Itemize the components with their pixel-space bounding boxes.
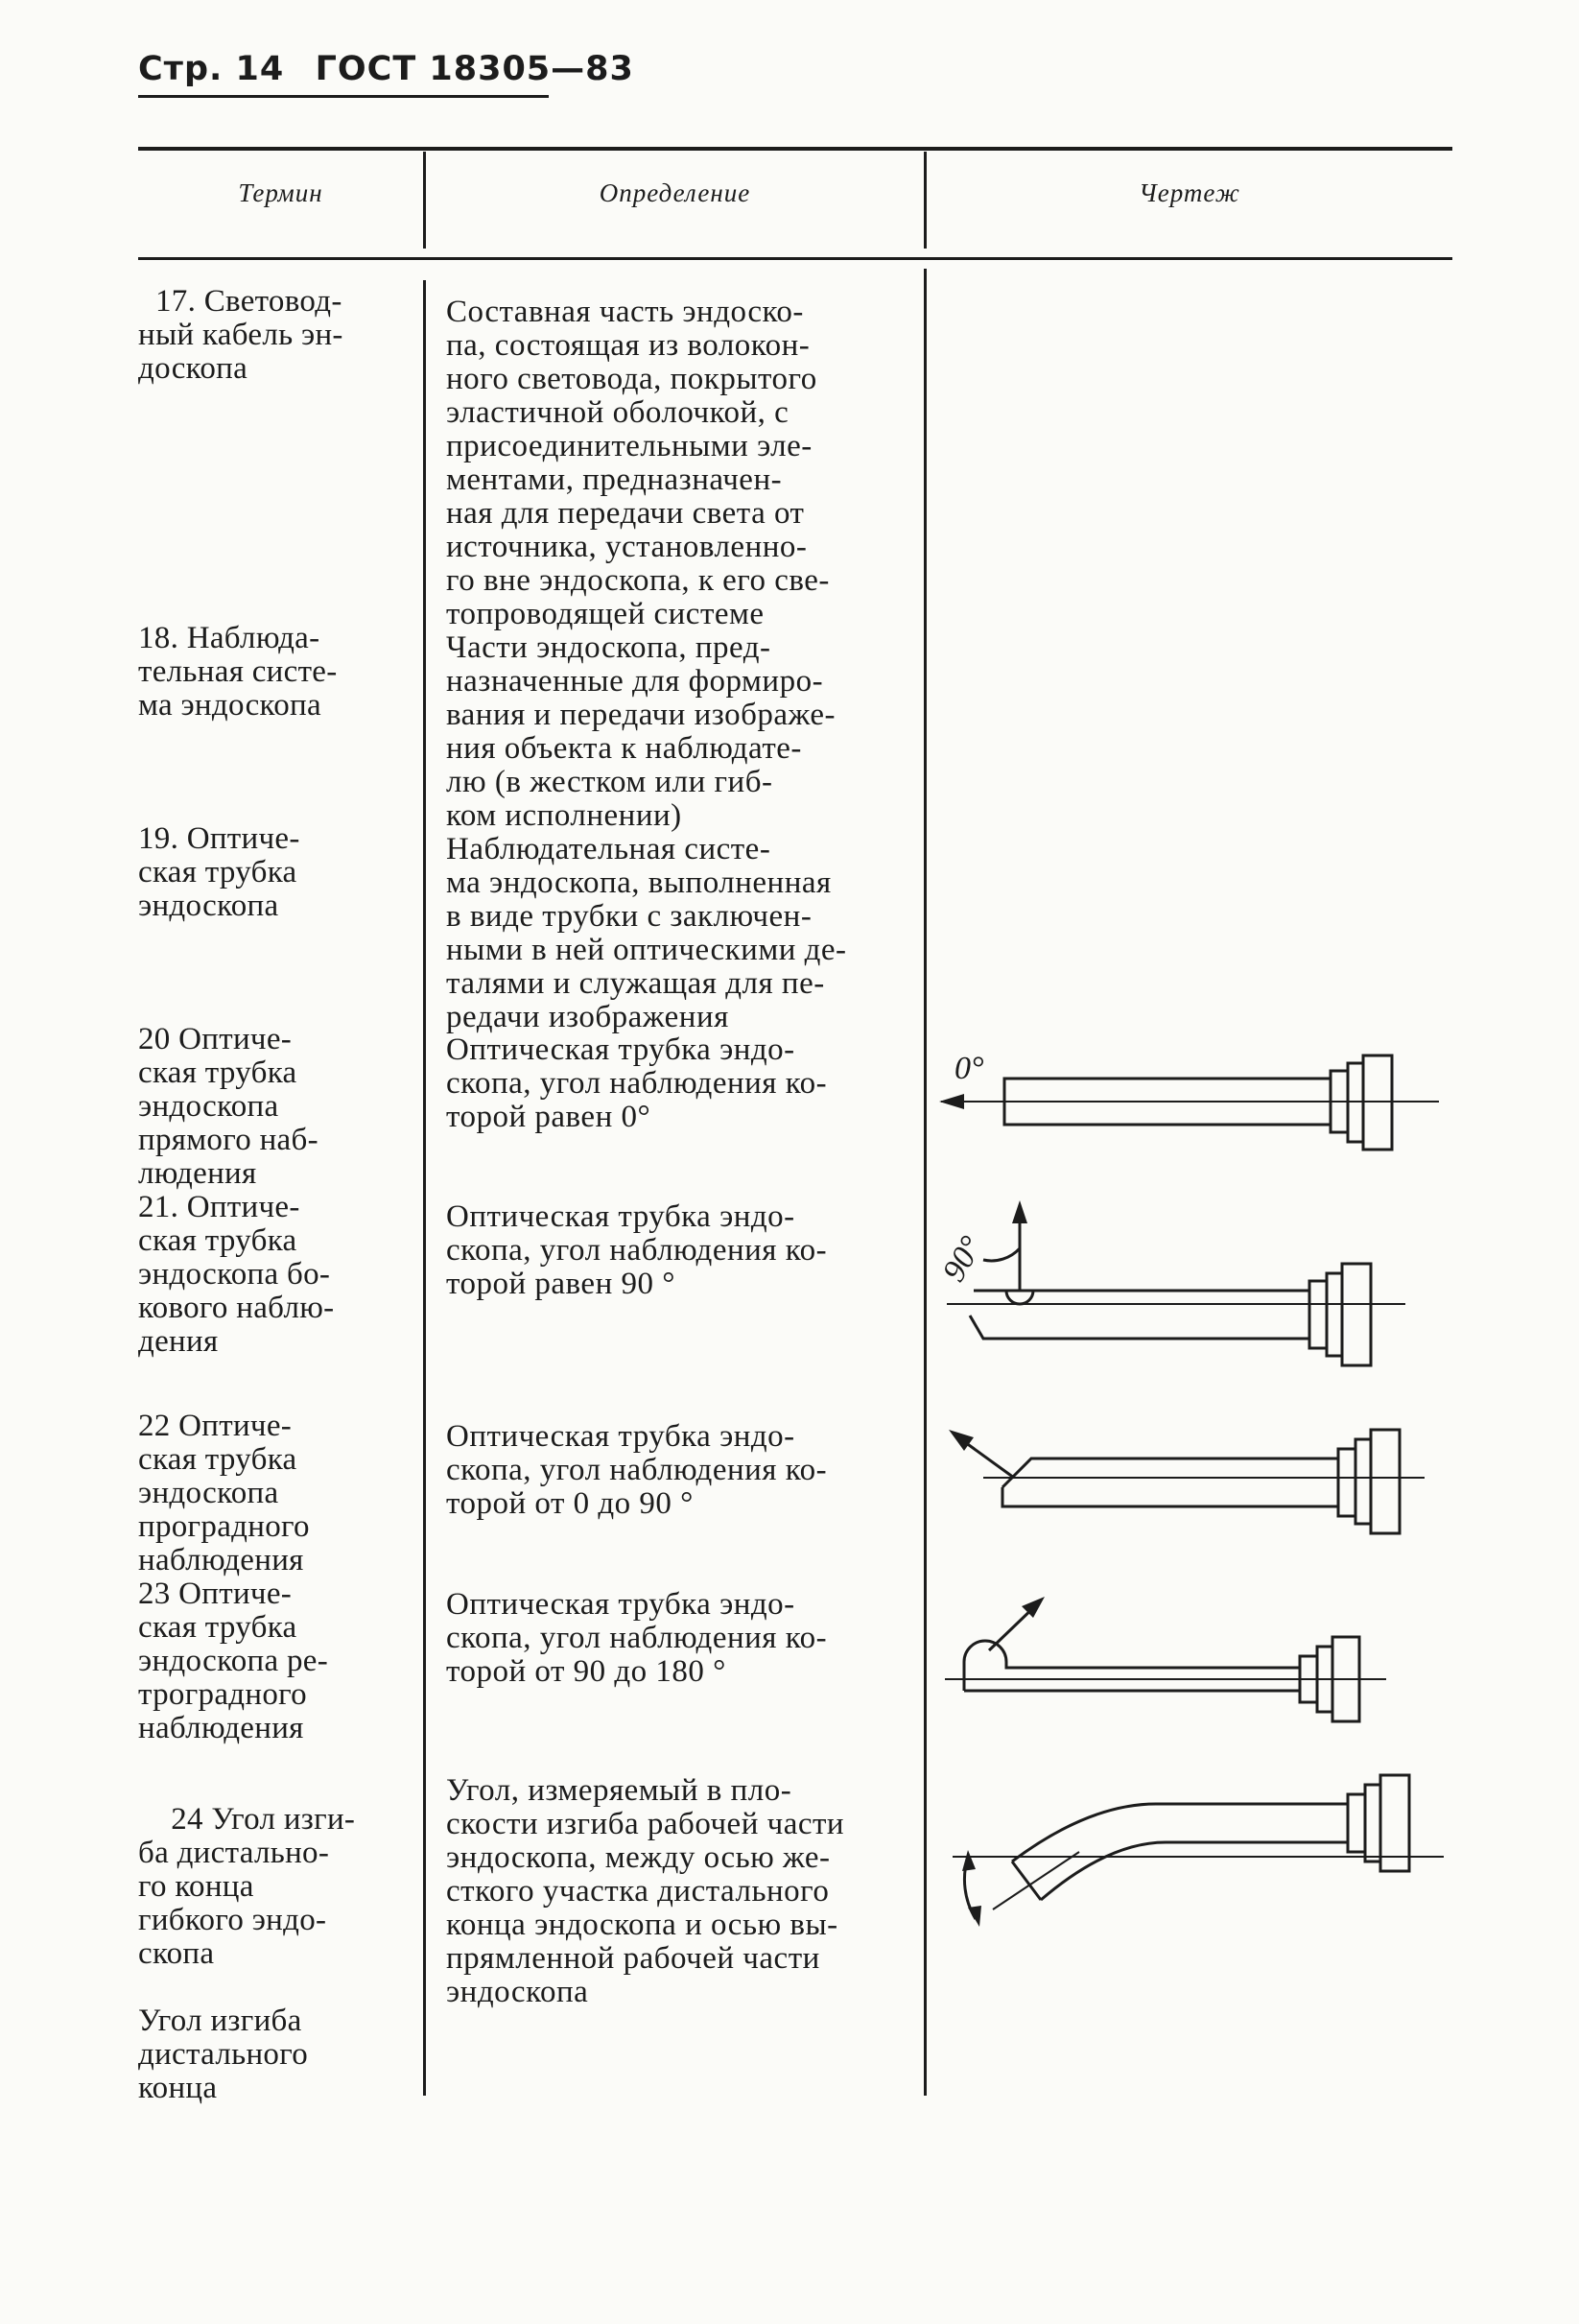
side-window (1006, 1291, 1033, 1304)
arc-arrow-bottom (968, 1906, 981, 1927)
eyepiece-ring-2 (1355, 1439, 1371, 1524)
eyepiece-ring (1348, 1794, 1365, 1852)
term-19: 19. Оптиче- ская трубка эндоскопа (138, 821, 300, 923)
definition-23: Оптическая трубка эндо- скопа, угол наблюдения ко- торой от 90 до 180 ° (446, 1587, 828, 1689)
tube-upper-edge (1012, 1804, 1348, 1862)
angle-label-90: 90° (935, 1230, 990, 1289)
column-header-drawing: Чертеж (1139, 178, 1240, 207)
column-header-term: Термин (238, 178, 323, 207)
definition-20: Оптическая трубка эндо- скопа, угол наблюдения ко- торой равен 0° (446, 1032, 828, 1134)
definition-17: Составная часть эндоско- па, состоящая из волокон- ного световода, покрытого эластичной оболочкой, с присоединительными эле- ментами, предназначен- ная для передачи света от источника, установленно- го вне эндоскопа, к его све- топроводящей системе (446, 295, 830, 631)
term-23: 23 Оптиче- ская трубка эндоскопа ре- троградного наблюдения (138, 1577, 329, 1745)
retrograde-view-tube-drawing (935, 1583, 1453, 1718)
term-21: 21. Оптиче- ская трубка эндоскопа бо- кового наблю- дения (138, 1190, 335, 1359)
definition-19: Наблюдательная систе- ма эндоскопа, выполненная в виде трубки с заключен- ными в ней оптическими де- талями и служащая для пе- редачи изображения (446, 832, 847, 1034)
column-header-definition: Определение (599, 178, 751, 207)
table-top-rule (138, 147, 1452, 151)
column-divider-2-body (924, 269, 927, 2096)
tube-tip (964, 1641, 1300, 1691)
straight-view-tube-drawing (935, 1036, 1453, 1166)
eyepiece-head (1342, 1264, 1371, 1365)
term-24-synonym: Угол изгиба дистального конца (138, 2004, 309, 2105)
page-header (138, 50, 634, 88)
view-direction-arrow (939, 1094, 964, 1109)
eyepiece-ring (1309, 1281, 1327, 1348)
definition-22: Оптическая трубка эндо- скопа, угол наблюдения ко- торой от 0 до 90 ° (446, 1419, 828, 1521)
term-17: 17. Световод- ный кабель эн- доскопа (138, 284, 343, 386)
angle-label-0: 0° (954, 1051, 984, 1086)
arrow-head (1012, 1200, 1027, 1223)
term-20: 20 Оптиче- ская трубка эндоскопа прямого наб- людения (138, 1022, 318, 1191)
eyepiece-ring-2 (1365, 1785, 1380, 1862)
definition-18: Части эндоскопа, пред- назначенные для формиро- вания и передачи изображе- ния объекта к наблюдате- лю (в жестком или гиб- ком исполнении) (446, 630, 837, 833)
prograde-view-tube-drawing (935, 1411, 1453, 1554)
arc-arrow-top (962, 1850, 976, 1871)
term-22: 22 Оптиче- ская трубка эндоскопа проградного наблюдения (138, 1409, 310, 1577)
definition-21: Оптическая трубка эндо- скопа, угол наблюдения ко- торой равен 90 ° (446, 1199, 828, 1301)
eyepiece-head (1371, 1430, 1400, 1533)
eyepiece-ring-2 (1327, 1273, 1342, 1356)
page-label: Стр. 14 (138, 50, 285, 88)
header-underline (138, 95, 549, 98)
arrow-head (949, 1430, 974, 1451)
definition-24: Угол, измеряемый в пло- скости изгиба рабочей части эндоскопа, между осью же- сткого участка дистального конца эндоскопа и осью вы- прямленной рабочей части эндоскопа (446, 1773, 845, 2009)
term-24-main: 24 Угол изги- ба дистально- го конца гибкого эндо- скопа (138, 1802, 356, 1971)
tube-body (1002, 1458, 1338, 1506)
term-18: 18. Наблюда- тельная систе- ма эндоскопа (138, 621, 338, 723)
tube-body (970, 1291, 1309, 1339)
column-divider-1-body (423, 280, 426, 2096)
tube-lower-edge (1041, 1842, 1348, 1900)
table-head-rule (138, 257, 1452, 260)
angle-arc (983, 1248, 1020, 1261)
side-view-tube-drawing (935, 1195, 1453, 1363)
eyepiece-ring (1338, 1449, 1355, 1516)
bending-angle-drawing (935, 1766, 1453, 1938)
standard-id: ГОСТ 18305—83 (315, 50, 634, 88)
term-24 (138, 1769, 355, 2172)
